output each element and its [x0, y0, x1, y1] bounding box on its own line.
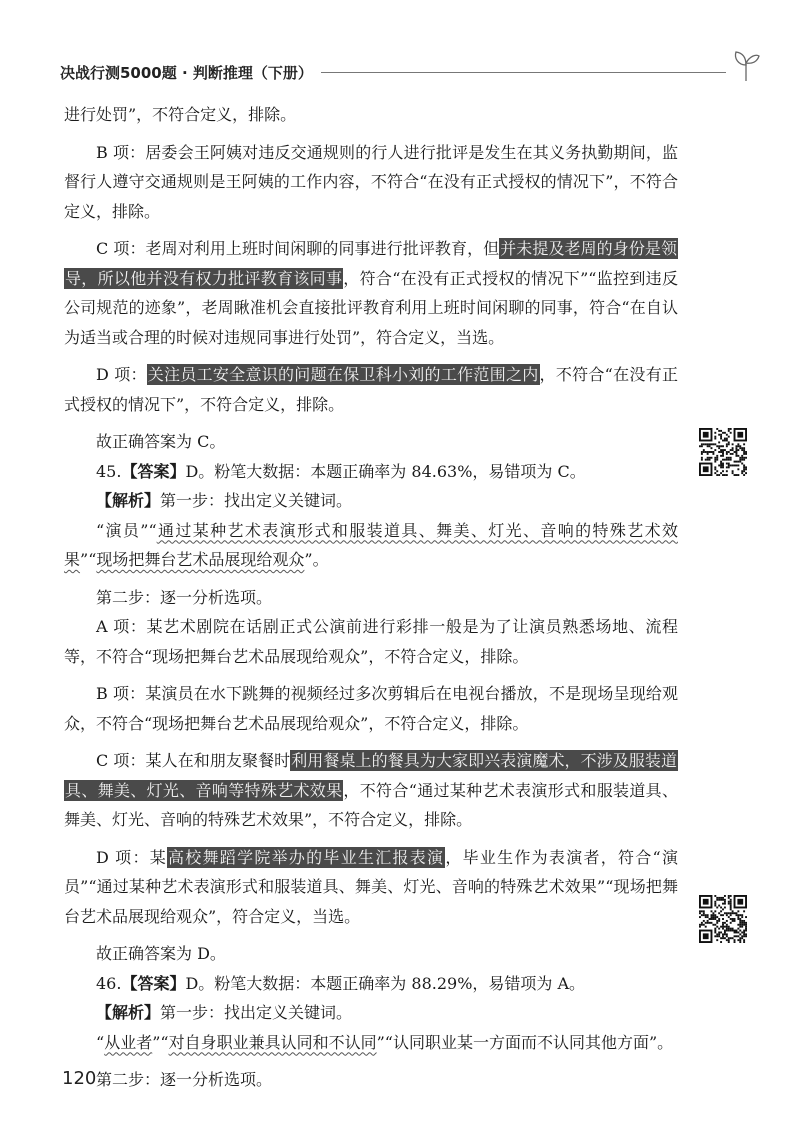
- page-number: 120: [62, 1068, 97, 1089]
- book-title: 决战行测5000题 · 判断推理（下册）: [60, 63, 313, 82]
- q45-option-b: B 项：某演员在水下跳舞的视频经过多次剪辑后在电视台播放，不是现场呈现给观众，不符合“现场把舞台艺术品展现给观众”，不符合定义，排除。: [64, 684, 678, 733]
- highlight: 关注员工安全意识的问题在保卫科小刘的工作范围之内: [147, 365, 539, 384]
- q46-analysis: 【解析】第一步：找出定义关键词。: [96, 1003, 353, 1022]
- q45-option-d: D 项：某高校舞蹈学院举办的毕业生汇报表演，毕业生作为表演者，符合“演员”“通过某种艺术表演形式和服装道具、舞美、灯光、音响的特殊艺术效果”“现场把舞台艺术品展现给观众”，符合定义，当选。: [64, 847, 678, 926]
- highlight: 利用餐桌上的餐具为大家即兴表演魔术，不涉及服装道具、舞美、灯光、音响等特殊艺术效果: [65, 751, 677, 800]
- q46-step2: 第二步：逐一分析选项。: [96, 1070, 273, 1089]
- highlight: 高校舞蹈学院举办的毕业生汇报表演: [168, 847, 445, 867]
- content-body: [64, 100, 678, 1095]
- q45-step2: 第二步：逐一分析选项。: [96, 587, 273, 607]
- q45-answer: 45.【答案】D。粉笔大数据：本题正确率为 84.63%，易错项为 C。: [96, 461, 586, 481]
- page-header: [60, 58, 760, 86]
- option-d-paragraph: D 项：关注员工安全意识的问题在保卫科小刘的工作范围之内，不符合“在没有正式授权的情况下”，不符合定义，排除。: [64, 365, 678, 414]
- qr-code-icon[interactable]: [699, 428, 747, 476]
- option-b-paragraph: B 项：居委会王阿姨对违反交通规则的行人进行批评是发生在其义务执勤期间，监督行人遵守交通规则是王阿姨的工作内容，不符合“在没有正式授权的情况下”，不符合定义，排除。: [64, 142, 678, 221]
- q45-option-c: C 项：某人在和朋友聚餐时利用餐桌上的餐具为大家即兴表演魔术，不涉及服装道具、舞美、灯光、音响等特殊艺术效果，不符合“通过某种艺术表演形式和服装道具、舞美、灯光、音响的特殊艺术效果”，不符合定义，排除。: [64, 751, 678, 829]
- paragraph: 进行处罚”，不符合定义，排除。: [64, 105, 297, 124]
- q45-keywords: “演员”“通过某种艺术表演形式和服装道具、舞美、灯光、音响的特殊艺术效果”“现场把舞台艺术品展现给观众”。: [64, 520, 678, 569]
- option-c-paragraph: C 项：老周对利用上班时间闲聊的同事进行批评教育，但并未提及老周的身份是领导，所以他并没有权力批评教育该同事，符合“在没有正式授权的情况下”“监控到违反公司规范的迹象”，老周瞅准机会直接批评教育利用上班时间闲聊的同事，符合“在自认为适当或合理的时候对违规同事进行处罚”，符合定义，当选。: [64, 239, 678, 347]
- header-rule: [321, 72, 726, 73]
- q46-answer: 46.【答案】D。粉笔大数据：本题正确率为 88.29%，易错项为 A。: [96, 973, 586, 993]
- q45-conclusion: 故正确答案为 D。: [96, 944, 226, 963]
- q46-keywords: “从业者”“对自身职业兼具认同和不认同”“认同职业某一方面而不认同其他方面”。: [96, 1032, 674, 1052]
- highlight: 并未提及老周的身份是领导，所以他并没有权力批评教育该同事: [65, 239, 677, 288]
- leaf-sprout-icon: [732, 48, 760, 82]
- q45-option-a: A 项：某艺术剧院在话剧正式公演前进行彩排一般是为了让演员熟悉场地、流程等，不符合“现场把舞台艺术品展现给观众”，不符合定义，排除。: [64, 617, 678, 666]
- qr-code-icon[interactable]: [699, 895, 747, 943]
- q45-analysis: 【解析】第一步：找出定义关键词。: [96, 491, 353, 510]
- conclusion: 故正确答案为 C。: [96, 432, 226, 451]
